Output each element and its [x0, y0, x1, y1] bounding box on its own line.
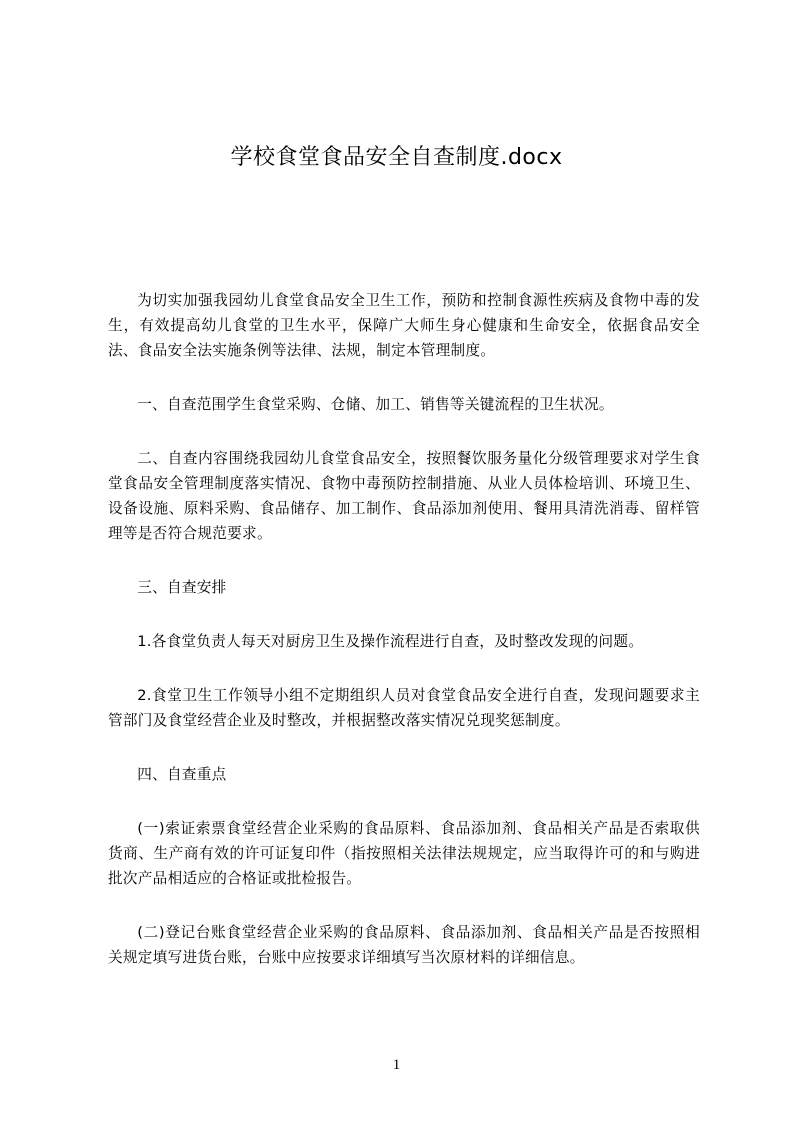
- paragraph-focus-2: (二)登记台账食堂经营企业采购的食品原料、食品添加剂、食品相关产品是否按照相关规定填写进货台账，台账中应按要求详细填写当次原材料的详细信息。: [108, 924, 700, 966]
- document-title: 学校食堂食品安全自查制度.docx: [230, 145, 563, 170]
- paragraph-content: 二、自查内容围绕我园幼儿食堂食品安全，按照餐饮服务量化分级管理要求对学生食堂食品安全管理制度落实情况、食物中毒预防控制措施、从业人员体检培训、环境卫生、设备设施、原料采购、食品储存、加工制作、食品添加剂使用、餐用具清洗消毒、留样管理等是否符合规范要求。: [108, 450, 700, 542]
- section-heading-focus: 四、自查重点: [137, 766, 227, 783]
- section-heading-arrangement: 三、自查安排: [137, 579, 227, 596]
- page-number: 1: [392, 1057, 401, 1073]
- paragraph-intro: 为切实加强我园幼儿食堂食品安全卫生工作，预防和控制食源性疾病及食物中毒的发生，有效提高幼儿食堂的卫生水平，保障广大师生身心健康和生命安全，依据食品安全法、食品安全法实施条例等法律、法规，制定本管理制度。: [108, 292, 700, 359]
- paragraph-scope: 一、自查范围学生食堂采购、仓储、加工、销售等关键流程的卫生状况。: [137, 396, 614, 413]
- paragraph-arrangement-2: 2.食堂卫生工作领导小组不定期组织人员对食堂食品安全进行自查，发现问题要求主管部门及食堂经营企业及时整改，并根据整改落实情况兑现奖惩制度。: [108, 687, 700, 729]
- document-body: [108, 288, 700, 999]
- paragraph-focus-1: (一)索证索票食堂经营企业采购的食品原料、食品添加剂、食品相关产品是否索取供货商、生产商有效的许可证复印件（指按照相关法律法规规定，应当取得许可的和与购进批次产品相适应的合格证或批检报告。: [108, 820, 700, 887]
- paragraph-arrangement-1: 1.各食堂负责人每天对厨房卫生及操作流程进行自查，及时整改发现的问题。: [137, 633, 644, 650]
